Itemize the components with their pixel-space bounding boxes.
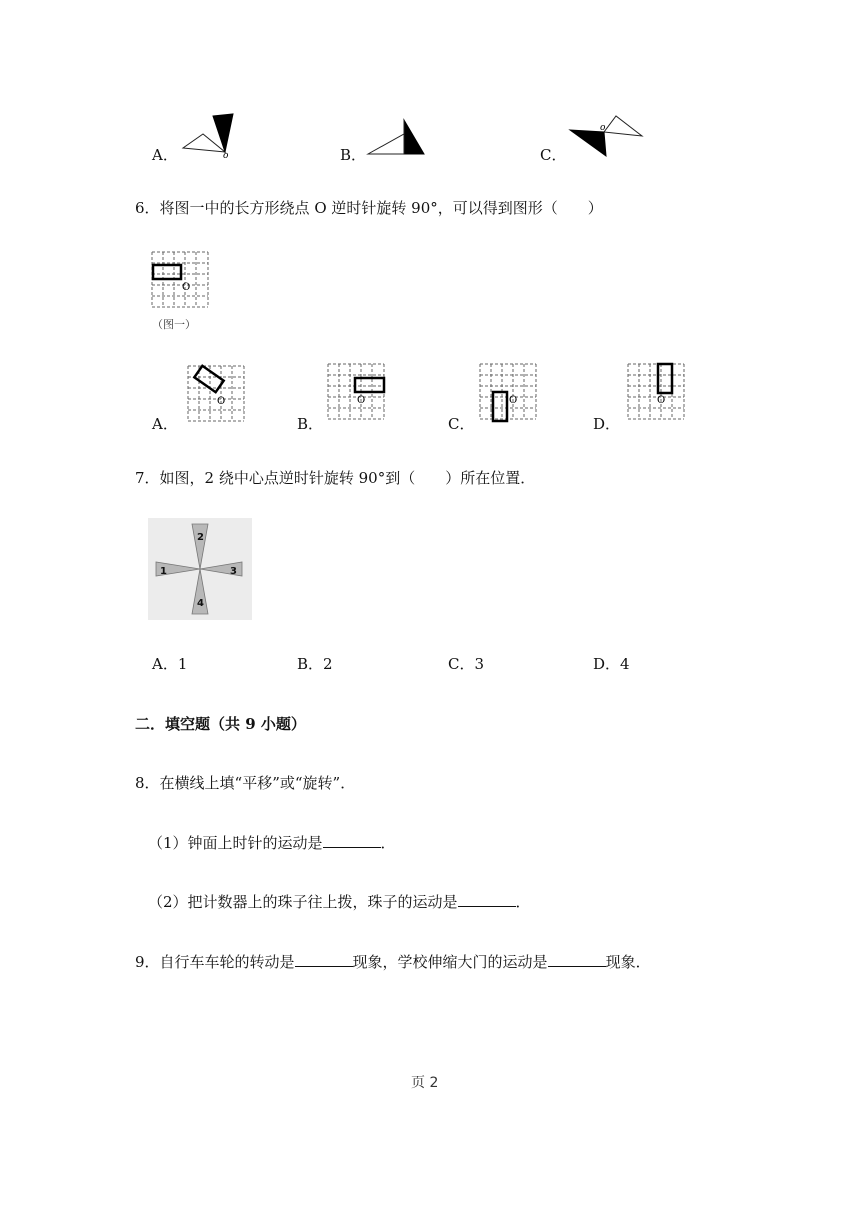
q5-option-b-figure[interactable] (368, 118, 428, 158)
q7-blade-4-label: 4 (197, 598, 204, 609)
q6-option-a-label[interactable]: A． (152, 415, 178, 433)
q8-sub2-blank[interactable] (458, 892, 516, 907)
q7-option-c[interactable]: C．3 (448, 655, 485, 673)
q7-option-d[interactable]: D．4 (593, 655, 630, 673)
q7-option-b[interactable]: B．2 (297, 655, 333, 673)
q6-option-a-o: O (217, 396, 226, 407)
q5-option-c-o-label: o (600, 123, 606, 133)
q8-sub1-end: ． (380, 834, 396, 852)
q8-sub1-blank[interactable] (323, 833, 381, 848)
q6-option-d-label[interactable]: D． (593, 415, 621, 433)
q8-sub2-end: ． (515, 893, 531, 911)
q9-question (135, 952, 651, 972)
q9-text-start: 9．自行车车轮的转动是 (135, 953, 295, 971)
q7-option-a[interactable]: A．1 (152, 655, 188, 673)
q8-sub1-text: （1）钟面上时针的运动是 (148, 834, 323, 852)
q6-figure-one (150, 250, 210, 310)
q5-option-a-figure[interactable] (183, 112, 243, 160)
q6-option-b-o: O (357, 395, 366, 406)
q5-option-c-figure[interactable] (570, 112, 646, 160)
q6-option-c-label[interactable]: C． (448, 415, 475, 433)
q7-question-text: 7．如图，2 绕中心点逆时针旋转 90°到（ ）所在位置． (135, 469, 536, 487)
q7-blade-2-label: 2 (197, 532, 204, 543)
q5-option-a-o-label: o (223, 151, 229, 161)
q8-sub2-text: （2）把计数器上的珠子往上拨，珠子的运动是 (148, 893, 458, 911)
q8-sub2 (148, 892, 531, 912)
q6-figure-one-o: O (182, 282, 191, 293)
q6-option-b-label[interactable]: B． (297, 415, 324, 433)
q8-sub1 (148, 833, 396, 853)
q9-text-middle: 现象，学校伸缩大门的运动是 (352, 953, 548, 971)
q8-question-text: 8．在横线上填“平移”或“旋转”． (135, 774, 356, 792)
q6-question-text: 6．将图一中的长方形绕点 O 逆时针旋转 90°，可以得到图形（ ） (135, 199, 603, 217)
q6-option-d-o: O (657, 395, 666, 406)
q6-option-c-o: O (509, 395, 518, 406)
q9-text-end: 现象． (605, 953, 651, 971)
q9-blank-1[interactable] (295, 952, 353, 967)
q5-option-b-label[interactable]: B． (340, 146, 367, 164)
q6-option-d-figure[interactable] (626, 362, 686, 422)
q9-blank-2[interactable] (548, 952, 606, 967)
section-2-heading: 二．填空题（共 9 小题） (135, 715, 306, 733)
q7-blade-3-label: 3 (230, 566, 237, 577)
q5-option-a-label[interactable]: A． (152, 146, 178, 164)
q6-option-b-figure[interactable] (326, 362, 386, 422)
q7-pinwheel-figure (148, 518, 252, 620)
q6-option-c-figure[interactable] (478, 362, 538, 422)
q7-blade-1-label: 1 (160, 566, 167, 577)
q6-option-a-figure[interactable] (186, 364, 246, 424)
q6-figure-caption: （图一） (152, 318, 196, 331)
q5-option-c-label[interactable]: C． (540, 146, 567, 164)
page-number: 页 2 (411, 1075, 439, 1091)
